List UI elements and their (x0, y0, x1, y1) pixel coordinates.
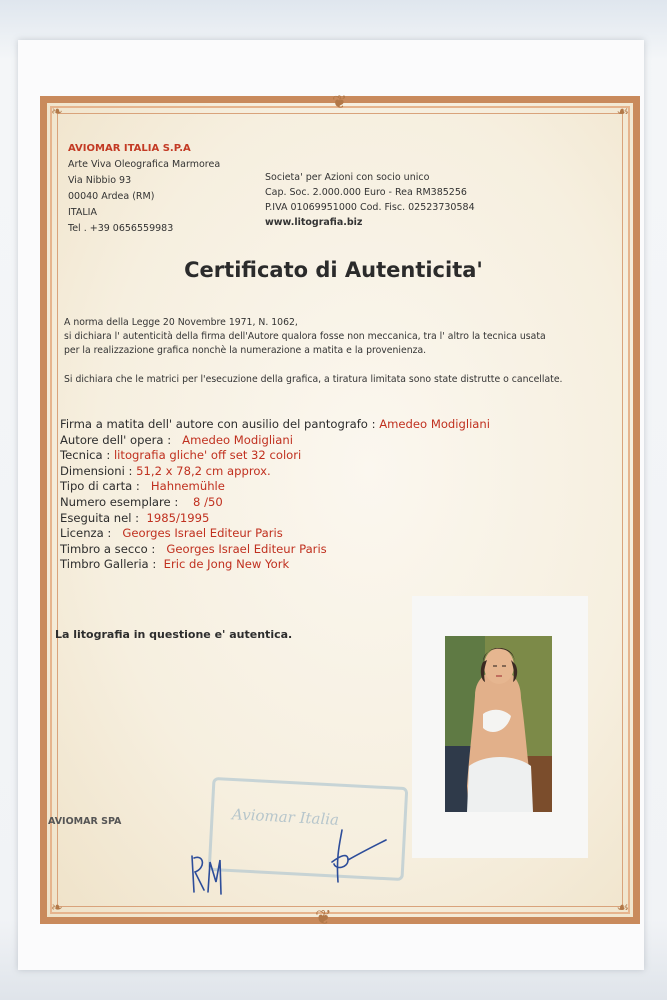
initials-signature (186, 848, 226, 900)
detail-label: Licenza : (60, 526, 112, 541)
detail-label: Dimensioni : (60, 463, 133, 478)
detail-row-edition (60, 495, 490, 511)
detail-value: Georges Israel Editeur Paris (122, 526, 283, 541)
footer-company-name: AVIOMAR SPA (48, 816, 122, 827)
address-line: Arte Viva Oleografica Marmorea (68, 159, 221, 170)
detail-value: 8 /50 (193, 494, 223, 509)
paragraph-line: per la realizzazione grafica nonchè la numerazione a matita e la provenienza. (64, 345, 427, 356)
authenticity-statement: La litografia in questione e' autentica. (55, 628, 293, 641)
stamp-text: Aviomar Italia (231, 805, 340, 829)
corner-ornament-icon: ☙ (616, 104, 629, 120)
detail-value: Amedeo Modigliani (379, 417, 490, 431)
detail-row-license (60, 526, 490, 542)
detail-row-technique (60, 448, 490, 464)
bottom-ornament-icon: ❦ (315, 905, 332, 929)
company-name: AVIOMAR ITALIA S.P.A (68, 143, 191, 154)
corner-ornament-icon: ☙ (616, 900, 629, 916)
detail-value: 1985/1995 (146, 510, 210, 525)
detail-value: 51,2 x 78,2 cm approx. (136, 463, 271, 478)
detail-value: Georges Israel Editeur Paris (166, 541, 327, 556)
handwritten-signature (322, 826, 392, 886)
certificate-title: Certificato di Autenticita' (184, 258, 483, 282)
phone-line: Tel . +39 0656559983 (68, 223, 174, 234)
detail-label: Timbro Galleria : (60, 557, 157, 572)
website-link: www.litografia.biz (265, 217, 363, 228)
top-ornament-icon: ❦ (332, 92, 348, 113)
detail-label: Autore dell' opera : (60, 432, 172, 447)
detail-label: Eseguita nel : (60, 510, 140, 525)
detail-row-signature (60, 417, 490, 433)
detail-label: Timbro a secco : (60, 541, 156, 556)
detail-row-gallery-stamp (60, 557, 490, 573)
detail-value: litografia gliche' off set 32 colori (113, 448, 302, 463)
company-legal-block (265, 170, 475, 230)
detail-row-executed (60, 511, 490, 527)
legal-line: Societa' per Azioni con socio unico (265, 172, 430, 183)
detail-label: Tecnica : (60, 448, 111, 463)
detail-row-author (60, 433, 490, 449)
portrait-illustration (445, 636, 552, 812)
address-line: Via Nibbio 93 (68, 175, 132, 186)
corner-ornament-icon: ❧ (51, 104, 63, 120)
company-address-block (68, 141, 220, 237)
legal-line: P.IVA 01069951000 Cod. Fisc. 02523730584 (265, 202, 475, 213)
detail-row-paper (60, 479, 490, 495)
detail-value: Amedeo Modigliani (182, 432, 293, 447)
detail-label: Firma a matita dell' autore con ausilio del pantografo : (60, 417, 376, 431)
artwork-details (60, 417, 490, 573)
detail-value: Eric de Jong New York (163, 557, 290, 572)
address-line: ITALIA (68, 207, 97, 218)
detail-label: Numero esemplare : (60, 494, 179, 509)
paragraph-line: si dichiara l' autenticità della firma dell'Autore qualora fosse non meccanica, tra l' altro la tecnica usata (64, 331, 546, 342)
legal-paragraph (64, 316, 624, 358)
corner-ornament-icon: ❧ (51, 900, 63, 916)
detail-row-dry-stamp (60, 542, 490, 558)
matrix-declaration: Si dichiara che le matrici per l'esecuzione della grafica, a tiratura limitata sono state distrutte o cancellate. (64, 374, 563, 385)
artwork-image (445, 636, 552, 812)
detail-value: Hahnemühle (150, 479, 225, 494)
detail-label: Tipo di carta : (60, 479, 140, 494)
address-line: 00040 Ardea (RM) (68, 191, 155, 202)
legal-line: Cap. Soc. 2.000.000 Euro - Rea RM385256 (265, 187, 467, 198)
paragraph-line: A norma della Legge 20 Novembre 1971, N. 1062, (64, 317, 298, 328)
detail-row-dimensions (60, 464, 490, 480)
